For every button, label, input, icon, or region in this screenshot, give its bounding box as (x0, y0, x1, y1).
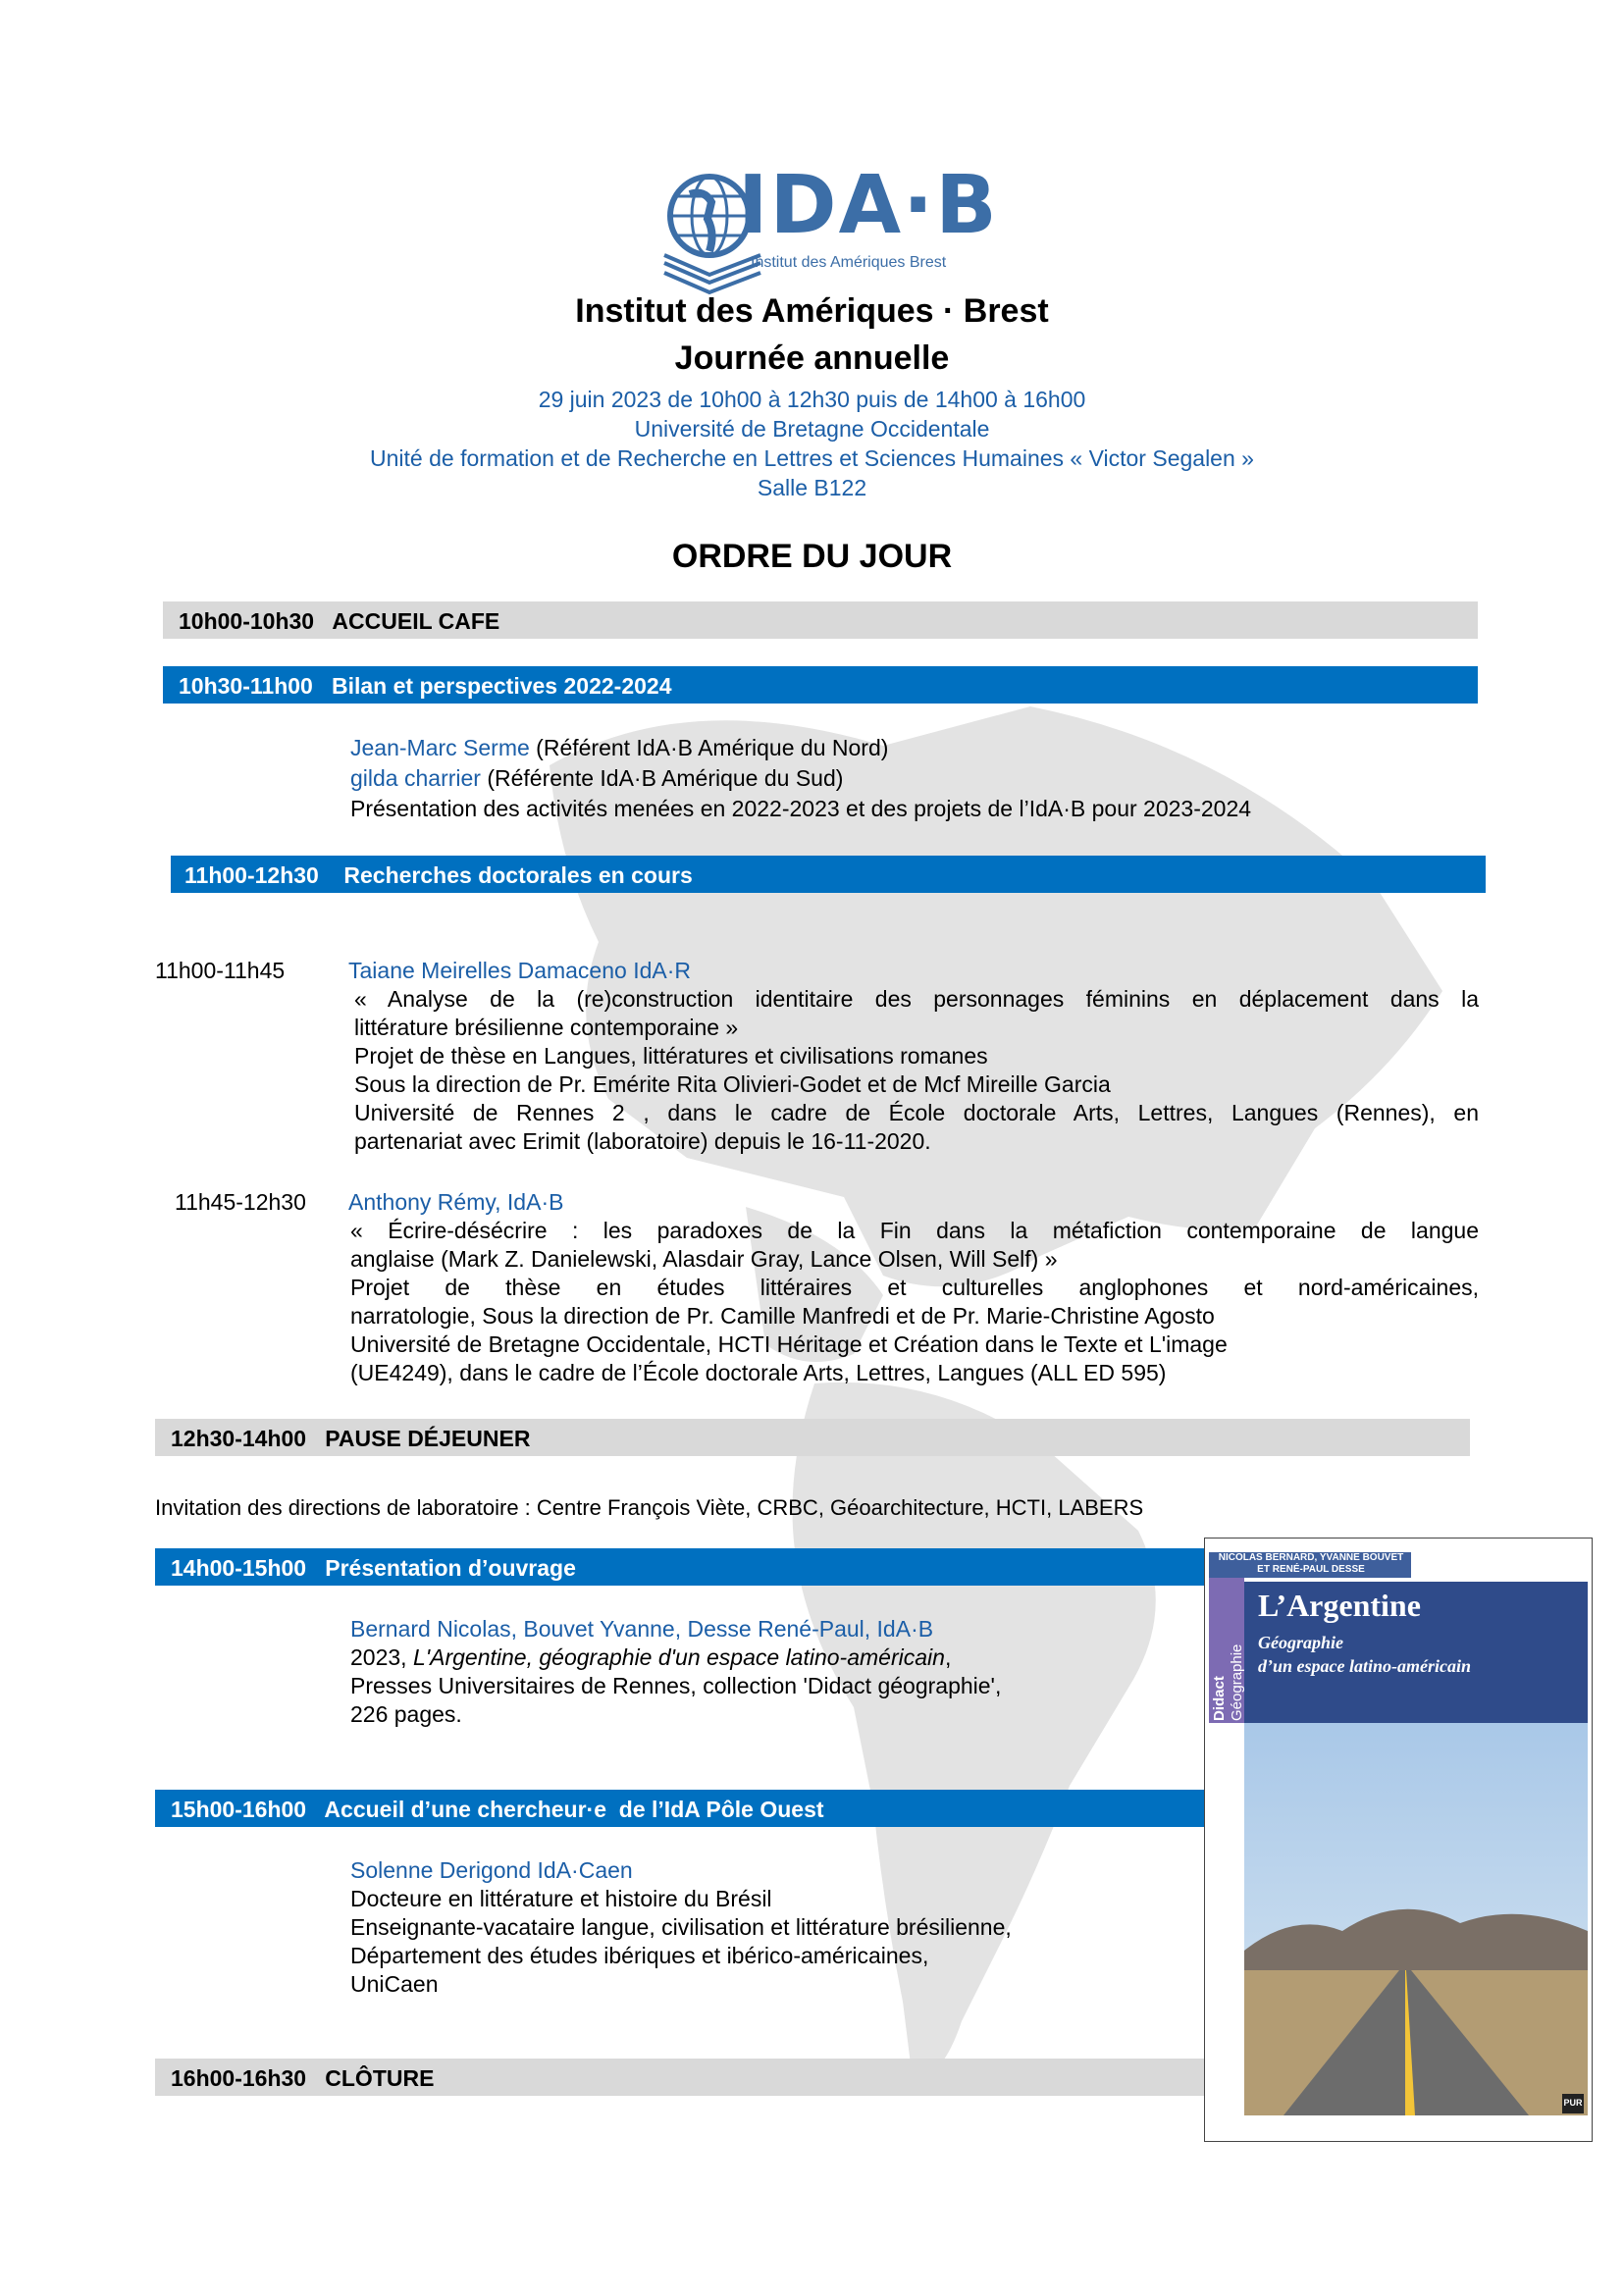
institute-title: Institut des Amériques · Brest (575, 292, 1049, 330)
cover-authors (1213, 1552, 1409, 1576)
talk-time: 11h00-11h45 (155, 958, 286, 983)
cover-publisher-logo: PUR (1563, 2098, 1583, 2108)
cover-series-2: Géographie (1229, 1643, 1245, 1721)
talk-time: 11h45-12h30 (175, 1189, 306, 1215)
agenda-time: 11h00-12h30 (184, 862, 319, 888)
event-title: Journée annuelle (674, 339, 950, 377)
book-year: 2023, (350, 1644, 413, 1670)
agenda-time: 15h00-16h00 (171, 1797, 307, 1822)
logo-subtitle: Institut des Amériques Brest (751, 254, 947, 271)
event-university: Université de Bretagne Occidentale (634, 416, 990, 442)
researcher-line: UniCaen (350, 1971, 439, 1997)
book-publisher: Presses Universitaires de Rennes, collection 'Didact géographie', (350, 1673, 1002, 1698)
speaker-name: Jean-Marc Serme (350, 735, 530, 760)
cover-title: L’Argentine (1258, 1588, 1421, 1623)
agenda-title: Accueil d’une chercheur·e de l’IdA Pôle Ouest (324, 1797, 824, 1822)
cover-authors-line-1: NICOLAS BERNARD, YVANNE BOUVET (1218, 1552, 1404, 1563)
event-room: Salle B122 (757, 475, 867, 500)
agenda-time: 10h00-10h30 (179, 608, 315, 634)
book-cover-illustration (1205, 1539, 1592, 2141)
talk-line: « Analyse de la (re)construction identitaire des personnages féminins en déplacement dans la (354, 986, 1479, 1012)
speaker-line (350, 764, 843, 793)
agenda-time: 14h00-15h00 (171, 1555, 307, 1581)
cover-series (1211, 1574, 1246, 1721)
agenda-time: 12h30-14h00 (171, 1426, 307, 1451)
cover-subtitle-2: d’un espace latino-américain (1258, 1656, 1471, 1676)
agenda-title: ORDRE DU JOUR (671, 538, 953, 575)
agenda-title: ACCUEIL CAFE (332, 608, 500, 634)
agenda-time: 16h00-16h30 (171, 2065, 307, 2091)
book-ref-end: , (944, 1644, 952, 1670)
agenda-time: 10h30-11h00 (179, 673, 313, 699)
agenda-title: Présentation d’ouvrage (325, 1555, 576, 1581)
agenda-bar-doctoral (171, 856, 1486, 893)
agenda-bar-lunch (155, 1419, 1470, 1456)
event-date: 29 juin 2023 de 10h00 à 12h30 puis de 14h00 à 16h00 (538, 387, 1086, 412)
talk-line: littérature brésilienne contemporaine » (354, 1015, 739, 1040)
speaker-name: gilda charrier (350, 765, 481, 791)
book-cover (1204, 1538, 1593, 2142)
agenda-bar-book (155, 1548, 1210, 1586)
speaker-role: (Référent IdA·B Amérique du Nord) (529, 735, 889, 760)
talk-line: Sous la direction de Pr. Emérite Rita Olivieri-Godet et de Mcf Mireille Garcia (354, 1071, 1111, 1097)
logo-wordmark: IDA·B (738, 159, 999, 252)
talk-line: (UE4249), dans le cadre de l’École doctorale Arts, Lettres, Langues (ALL ED 595) (350, 1360, 1167, 1385)
book-pages: 226 pages. (350, 1701, 462, 1727)
talk-line: narratologie, Sous la direction de Pr. Camille Manfredi et de Pr. Marie-Christine Agosto (350, 1303, 1215, 1329)
speaker-line (350, 734, 888, 762)
cover-authors-line-2: ET RENÉ-PAUL DESSE (1257, 1564, 1365, 1575)
event-unit: Unité de formation et de Recherche en Lettres et Sciences Humaines « Victor Segalen » (370, 445, 1254, 471)
cover-series-1: Didact (1211, 1676, 1228, 1721)
talk-line: anglaise (Mark Z. Danielewski, Alasdair Gray, Lance Olsen, Will Self) » (350, 1246, 1058, 1272)
agenda-bar-researcher (155, 1790, 1210, 1827)
agenda-title: Recherches doctorales en cours (343, 862, 693, 888)
talk-speaker: Taiane Meirelles Damaceno IdA·R (348, 958, 691, 983)
agenda-title: CLÔTURE (325, 2065, 435, 2091)
book-authors: Bernard Nicolas, Bouvet Yvanne, Desse René-Paul, IdA·B (350, 1616, 934, 1642)
researcher-line: Docteure en littérature et histoire du Brésil (350, 1886, 772, 1911)
talk-line: Projet de thèse en Langues, littératures et civilisations romanes (354, 1043, 988, 1069)
session-description: Présentation des activités menées en 2022-2023 et des projets de l’IdA·B pour 2023-2024 (350, 796, 1252, 821)
cover-subtitle-1: Géographie (1258, 1633, 1343, 1652)
agenda-bar-review (163, 666, 1478, 704)
book-reference (350, 1643, 951, 1672)
researcher-line: Département des études ibériques et ibérico-américaines, (350, 1943, 929, 1968)
speaker-role: (Référente IdA·B Amérique du Sud) (480, 765, 844, 791)
talk-line: partenariat avec Erimit (laboratoire) depuis le 16-11-2020. (354, 1128, 931, 1154)
agenda-bar-welcome (163, 601, 1478, 639)
researcher-line: Enseignante-vacataire langue, civilisation et littérature brésilienne, (350, 1914, 1012, 1940)
book-title: L'Argentine, géographie d'un espace latino-américain (412, 1644, 945, 1670)
talk-line: Université de Bretagne Occidentale, HCTI Héritage et Création dans le Texte et L'image (350, 1331, 1228, 1357)
talk-line: Projet de thèse en études littéraires et culturelles anglophones et nord-américaines, (350, 1275, 1479, 1300)
agenda-title: Bilan et perspectives 2022-2024 (332, 673, 672, 699)
agenda-title: PAUSE DÉJEUNER (325, 1426, 531, 1451)
talk-line: Université de Rennes 2 , dans le cadre de École doctorale Arts, Lettres, Langues (Rennes), en (354, 1100, 1479, 1125)
talk-speaker: Anthony Rémy, IdA·B (348, 1189, 564, 1215)
researcher-name: Solenne Derigond IdA·Caen (350, 1857, 633, 1883)
lunch-invitation: Invitation des directions de laboratoire : Centre François Viète, CRBC, Géoarchitecture, HCTI, LABERS (155, 1495, 1144, 1520)
talk-line: « Écrire-désécrire : les paradoxes de la Fin dans la métafiction contemporaine de langue (350, 1218, 1479, 1243)
agenda-bar-closing (155, 2059, 1210, 2096)
